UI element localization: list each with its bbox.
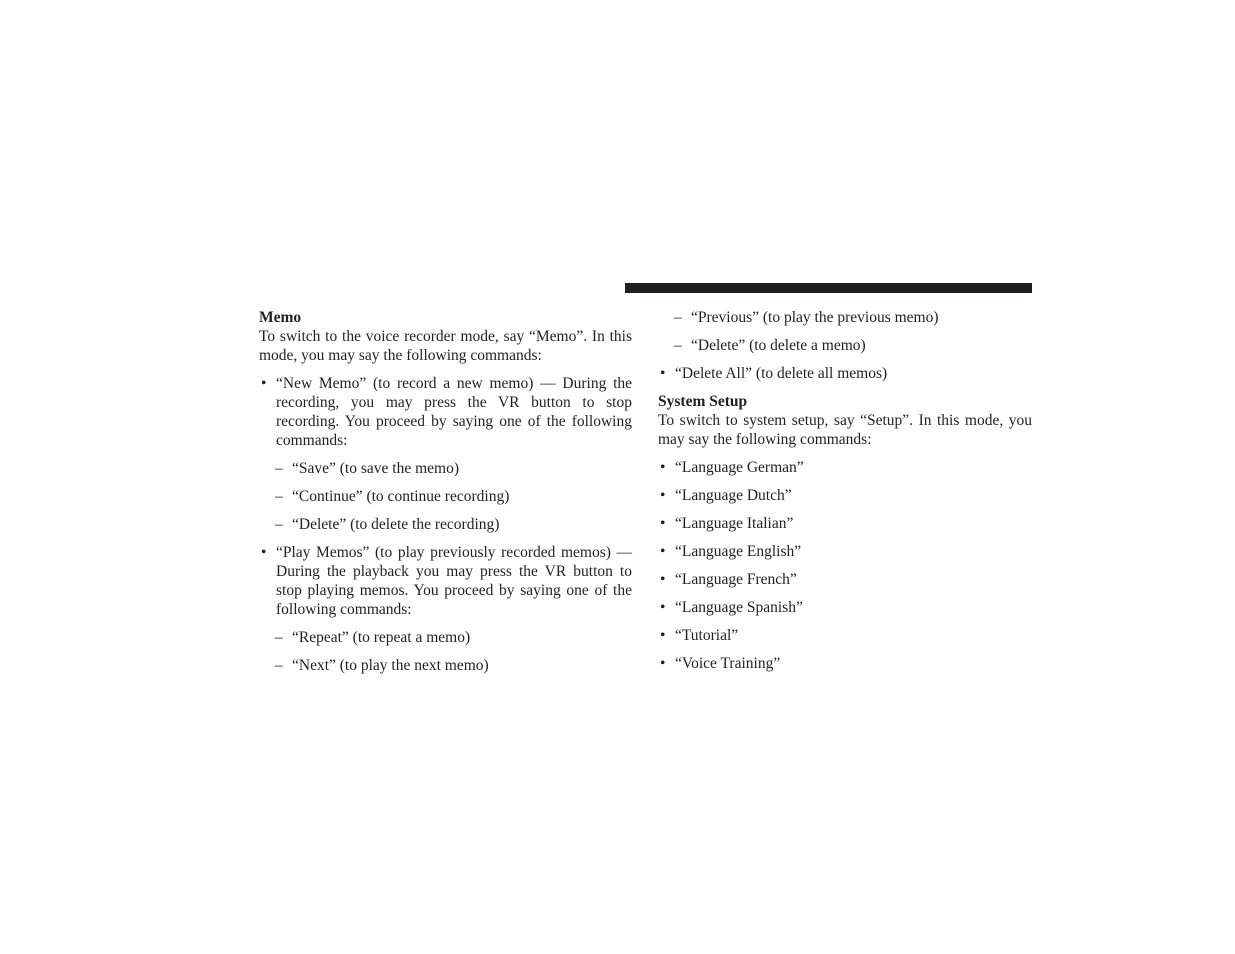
setup-item-tutorial: • “Tutorial”: [658, 626, 1032, 645]
setup-item-voice-training: • “Voice Training”: [658, 654, 1032, 673]
system-setup-heading: System Setup: [658, 393, 748, 410]
setup-item-language-italian: • “Language Italian”: [658, 514, 1032, 533]
delete-all-item: • “Delete All” (to delete all memos): [658, 364, 1032, 383]
setup-item-language-english: • “Language English”: [658, 542, 1032, 561]
sub-item-save: – “Save” (to save the memo): [259, 459, 632, 478]
memo-intro: To switch to the voice recorder mode, say “Memo”. In this mode, you may say the following commands:: [259, 328, 632, 364]
right-column: [658, 308, 1032, 673]
sub-item-delete-memo: – “Delete” (to delete a memo): [658, 336, 1032, 355]
memo-heading: Memo: [259, 309, 302, 326]
setup-item-language-french: • “Language French”: [658, 570, 1032, 589]
setup-item-language-spanish: • “Language Spanish”: [658, 598, 1032, 617]
new-memo-item: • “New Memo” (to record a new memo) — During the recording, you may press the VR button to stop recording. You proceed by saying one of the following commands:: [259, 374, 632, 450]
system-setup-intro: To switch to system setup, say “Setup”. In this mode, you may say the following commands:: [658, 412, 1032, 448]
play-memos-item: • “Play Memos” (to play previously recorded memos) — During the playback you may press the VR button to stop playing memos. You proceed by saying one of the following commands:: [259, 543, 632, 619]
sub-item-continue: – “Continue” (to continue recording): [259, 487, 632, 506]
left-column: [259, 308, 632, 675]
sub-item-delete-recording: – “Delete” (to delete the recording): [259, 515, 632, 534]
setup-item-language-german: • “Language German”: [658, 458, 1032, 477]
sub-item-previous: – “Previous” (to play the previous memo): [658, 308, 1032, 327]
setup-item-language-dutch: • “Language Dutch”: [658, 486, 1032, 505]
sub-item-next: – “Next” (to play the next memo): [259, 656, 632, 675]
section-header-rule: [625, 283, 1032, 293]
sub-item-repeat: – “Repeat” (to repeat a memo): [259, 628, 632, 647]
